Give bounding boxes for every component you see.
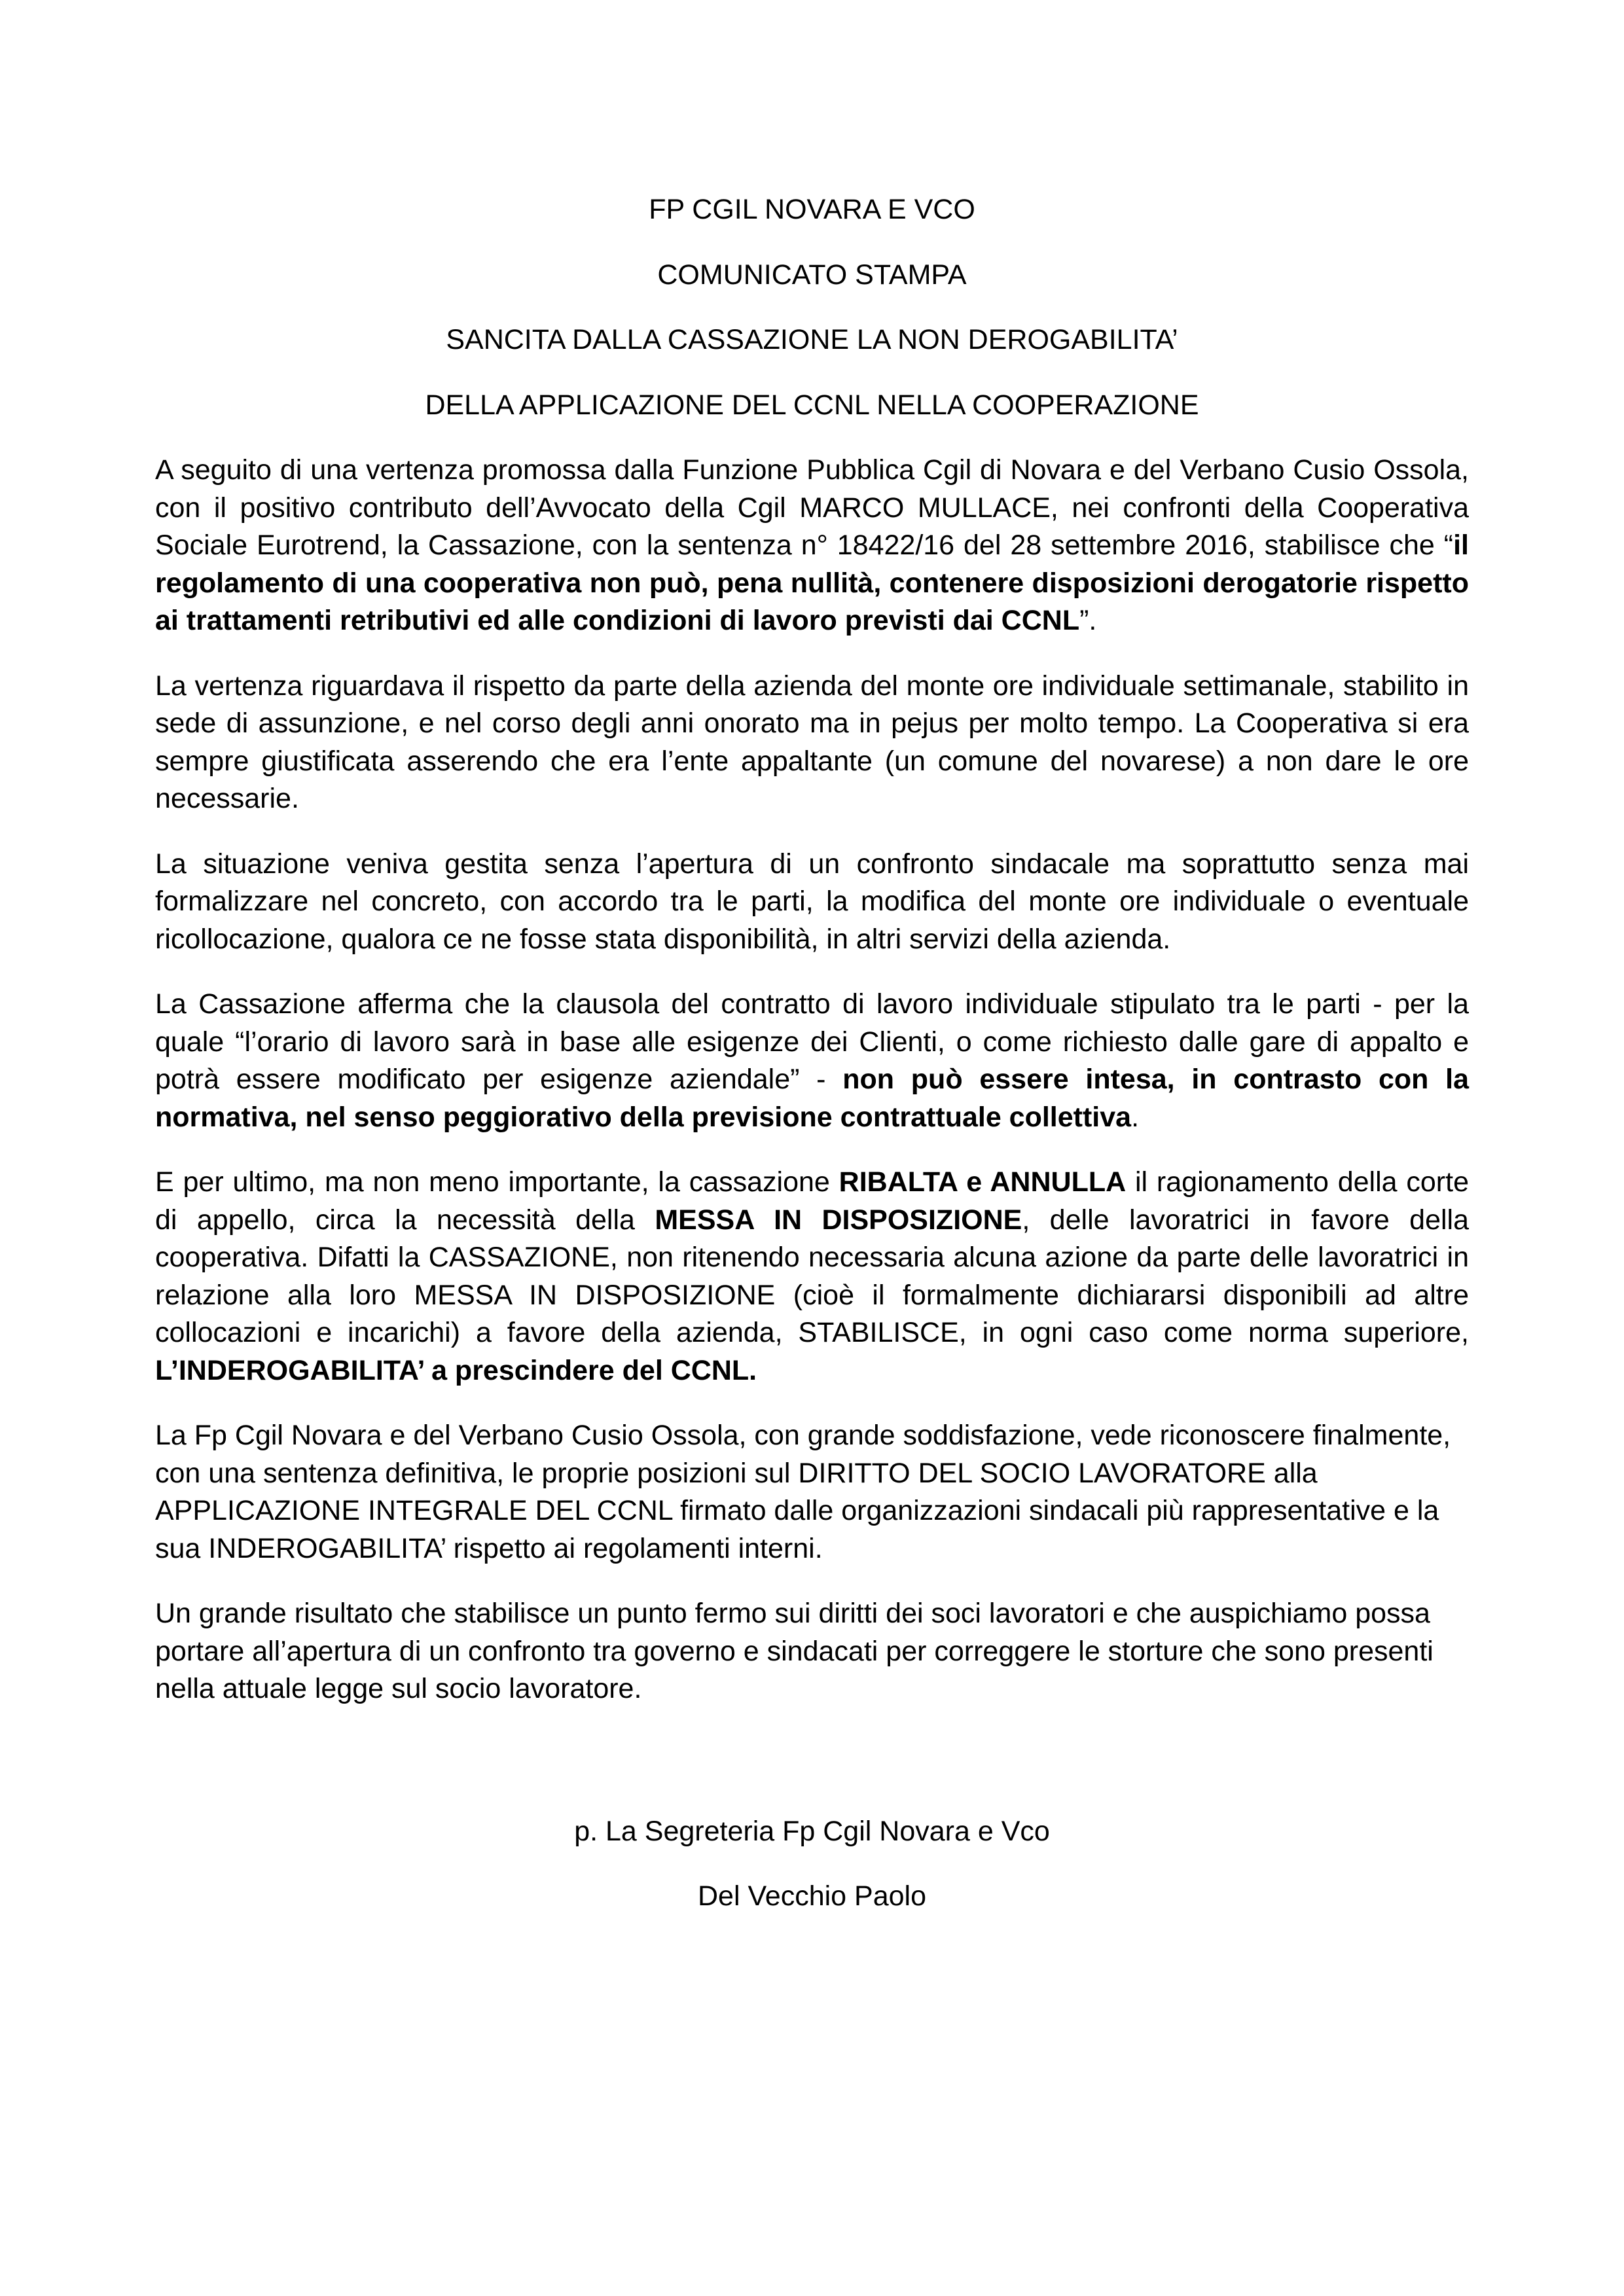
paragraph-run-bold: RIBALTA e ANNULLA [839, 1166, 1127, 1198]
paragraph-run: E per ultimo, ma non meno importante, la cassazione [155, 1166, 839, 1198]
signature-block [155, 1813, 1469, 1916]
document-content [155, 191, 1469, 1943]
signature-line-name: Del Vecchio Paolo [698, 1880, 926, 1912]
paragraph-run: ”. [1079, 605, 1097, 636]
paragraph-run: La Cassazione afferma che la clausola del contratto di lavoro individuale stipulato tra le parti - per la quale “l’orario di lavoro sarà in base alle esigenze dei Clienti, o come richiesto dalle gare di appalto e potrà essere modificato per esigenze aziendale” - [155, 988, 1469, 1095]
paragraph-run: Un grande risultato che stabilisce un punto fermo sui diritti dei soci lavoratori e che auspichiamo possa portare all’apertura di un confronto tra governo e sindacati per correggere le storture che sono presenti nella attuale legge sul socio lavoratore. [155, 1598, 1434, 1704]
paragraph-run-bold: il regolamento di una cooperativa non può, pena nullità, contenere disposizioni derogatorie rispetto ai trattamenti retributivi ed alle condizioni di lavoro previsti dai CCNL [155, 529, 1469, 636]
header-line-title-2: DELLA APPLICAZIONE DEL CCNL NELLA COOPERAZIONE [425, 389, 1199, 421]
header-line-title-1: SANCITA DALLA CASSAZIONE LA NON DEROGABILITA’ [446, 324, 1178, 355]
paragraph-run-bold: non può essere intesa, in contrasto con la normativa, nel senso peggiorativo della previsione contrattuale collettiva [155, 1064, 1469, 1133]
signature-line-role: p. La Segreteria Fp Cgil Novara e Vco [574, 1815, 1050, 1847]
paragraph [155, 452, 1469, 640]
header-line-org: FP CGIL NOVARA E VCO [649, 194, 975, 225]
paragraph [155, 1417, 1469, 1568]
body-paragraphs [155, 452, 1469, 1708]
paragraph-run: La Fp Cgil Novara e del Verbano Cusio Ossola, con grande soddisfazione, vede riconoscere finalmente, con una sentenza definitiva, le proprie posizioni sul DIRITTO DEL SOCIO LAVORATORE alla APPLICAZIONE INTEGRALE DEL CCNL firmato dalle organizzazioni sindacali più rappresentative e la sua INDEROGABILITA’ rispetto ai regolamenti interni. [155, 1420, 1451, 1564]
paragraph [155, 986, 1469, 1136]
paragraph-run: La situazione veniva gestita senza l’apertura di un confronto sindacale ma soprattutto senza mai formalizzare nel concreto, con accordo tra le parti, la modifica del monte ore individuale o eventuale ricollocazione, qualora ce ne fosse stata disponibilità, in altri servizi della azienda. [155, 848, 1469, 955]
paragraph [155, 846, 1469, 959]
paragraph-run: il ragionamento della corte di appello, circa la necessità della [155, 1166, 1469, 1236]
header-block [155, 191, 1469, 424]
paragraph [155, 1164, 1469, 1390]
paragraph [155, 1595, 1469, 1708]
paragraph-run-bold: MESSA IN DISPOSIZIONE [655, 1204, 1022, 1236]
paragraph-run: A seguito di una vertenza promossa dalla Funzione Pubblica Cgil di Novara e del Verbano Cusio Ossola, con il positivo contributo dell’Avvocato della Cgil MARCO MULLACE, nei confronti della Cooperativa Sociale Eurotrend, la Cassazione, con la sentenza n° 18422/16 del 28 settembre 2016, stabilisce che “ [155, 454, 1469, 561]
paragraph [155, 668, 1469, 818]
header-line-type: COMUNICATO STAMPA [657, 259, 967, 291]
paragraph-run: , delle lavoratrici in favore della cooperativa. Difatti la CASSAZIONE, non ritenendo necessaria alcuna azione da parte delle lavoratrici in relazione alla loro MESSA IN DISPOSIZIONE (cioè il formalmente dichiararsi disponibili ad altre collocazioni e incarichi) a favore della azienda, STABILISCE, in ogni caso come norma superiore, [155, 1204, 1470, 1348]
paragraph-run: . [1131, 1101, 1140, 1133]
paragraph-run-bold: L’INDEROGABILITA’ a prescindere del CCNL. [155, 1354, 757, 1386]
paragraph-run: La vertenza riguardava il rispetto da parte della azienda del monte ore individuale settimanale, stabilito in sede di assunzione, e nel corso degli anni onorato ma in pejus per molto tempo. La Cooperativa si era sempre giustificata asserendo che era l’ente appaltante (un comune del novarese) a non dare le ore necessarie. [155, 670, 1469, 814]
